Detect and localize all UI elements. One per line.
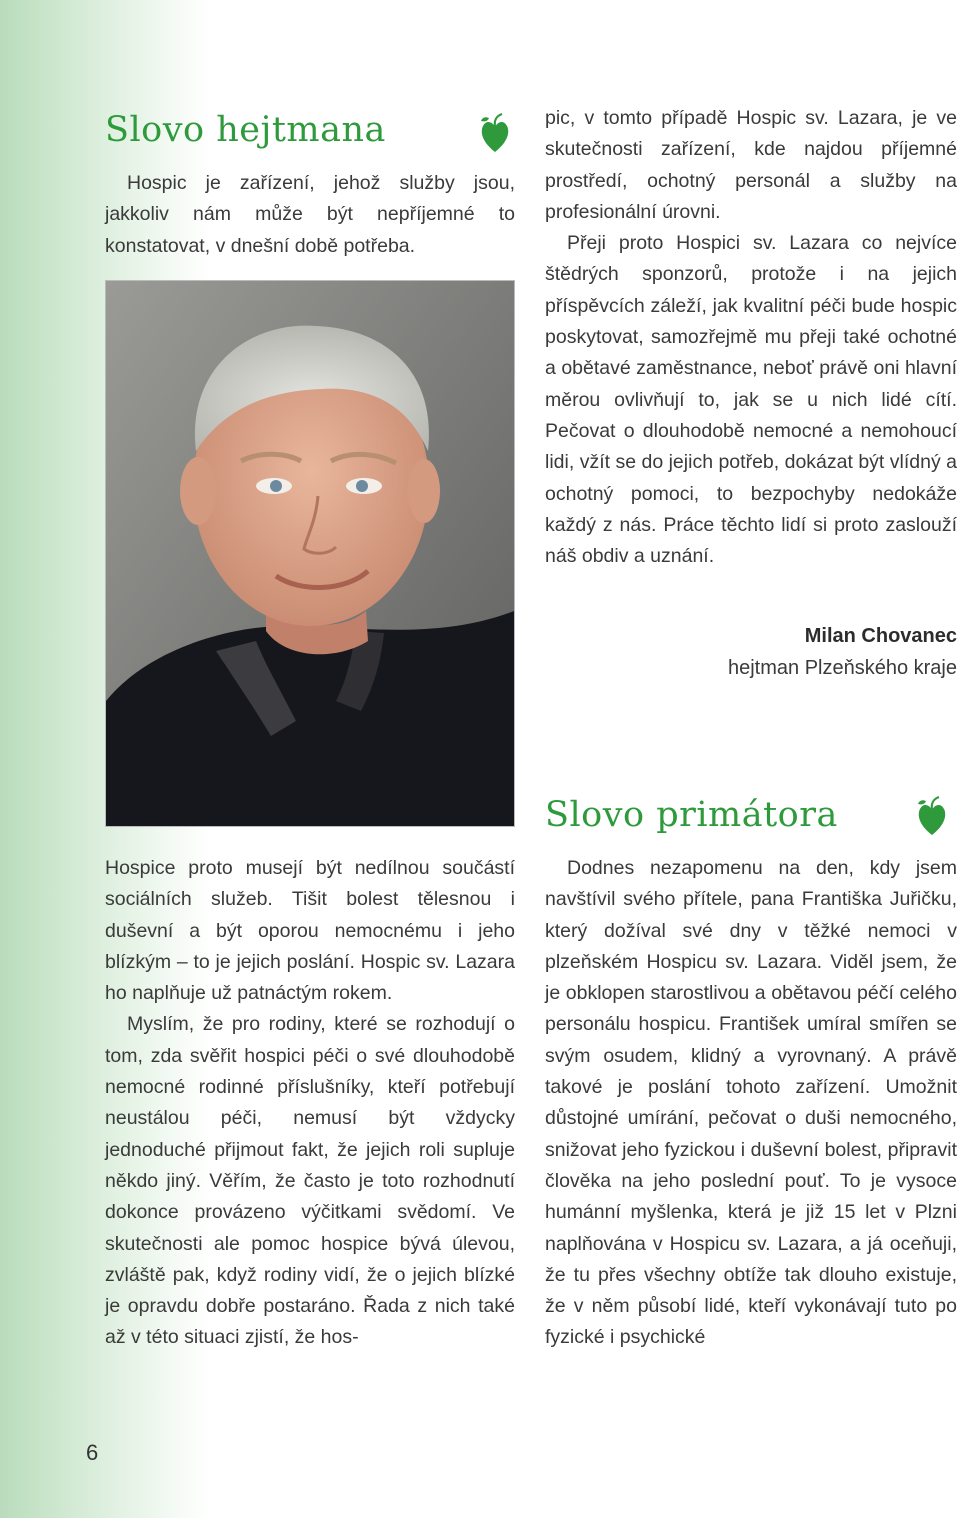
intro-paragraph-container — [105, 168, 515, 262]
right-paragraph-2: Přeji proto Hospici sv. Lazara co nejvíce štědrých sponzorů, protože i na jejich příspěvcích záleží, jak kvalitní péči bude hospic poskytovat, samozřejmě mu přeji také ochotné a obětavé zaměstnance, neboť právě oni hlavní měrou ovlivňují to, jak se u nich lidé cítí. Pečovat o dlouhodobě nemocné a nemohoucí lidi, vžít se do jejich potřeb, dokázat být vlídný a ochotný pomoci, to bezpochyby nedokáže každý z nás. Práce těchto lidí si proto zaslouží náš obdiv a uznání. — [545, 232, 957, 568]
signature-block — [545, 620, 957, 684]
signature-role: hejtman Plzeňského kraje — [727, 657, 957, 679]
section-title-hejtmana: Slovo hejtmana — [105, 110, 386, 150]
intro-paragraph: Hospic je zařízení, jehož služby jsou, jakkoliv nám může být nepříjemné to konstatovat, v dnešní době potřeba. — [105, 172, 515, 257]
primator-paragraph-1: Dodnes nezapomenu na den, kdy jsem navštívil svého přítele, pana Františka Juřičku, který dožíval své dny v těžké nemoci v plzeňském Hospicu sv. Lazara. Viděl jsem, že je obklopen starostlivou a obětavou péčí celého personálu hospicu. František umíral smířen se svým osudem, klidný a vyrovnaný. A právě takové je poslání tohoto zařízení. Umožnit důstojné umírání, pečovat o duši nemocného, snižovat jeho fyzickou i duševní bolest, připravit člověka na jeho poslední pouť. To je vysoce humánní myšlenka, která je již 15 let v Plzni naplňována v Hospicu sv. Lazara, a já oceňuji, že tu přes všechny obtíže tak dlouho existuje, že v něm působí lidé, kteří vykonávají tuto po fyzické i psychické — [545, 857, 957, 1349]
portrait-photo — [105, 280, 515, 827]
left-column-text — [105, 853, 515, 1354]
heart-leaf-icon — [478, 112, 512, 154]
right-column-text — [545, 103, 957, 572]
right-paragraph-1: pic, v tomto případě Hospic sv. Lazara, je ve skutečnosti zařízení, kde najdou příjemné prostředí, ochotný personál a služby na profesionální úrovni. — [545, 107, 957, 223]
primator-column-text — [545, 853, 957, 1354]
left-paragraph-1: Hospice proto musejí být nedílnou součástí sociálních služeb. Tišit bolest tělesnou i duševní a být oporou nemocnému i jeho blízkým – to je jejich poslání. Hospic sv. Lazara ho naplňuje už patnáctým rokem. — [105, 857, 515, 1005]
portrait-illustration — [106, 281, 514, 826]
signature-name: Milan Chovanec — [804, 625, 957, 647]
section-title-primatora: Slovo primátora — [545, 795, 838, 835]
heart-leaf-icon — [915, 795, 949, 837]
left-paragraph-2: Myslím, že pro rodiny, které se rozhodují o tom, zda svěřit hospici péči o své dlouhodobě nemocné rodinné příslušníky, kteří potřebují neustálou péči, nemusí být vždycky jednoduché přijmout fakt, že jejich roli supluje někdo jiný. Věřím, že často je toto rozhodnutí dokonce provázeno výčitkami svědomí. Ve skutečnosti ale pomoc hospice bývá úlevou, zvláště pak, když rodiny vidí, že o jejich blízké je opravdu dobře postaráno. Řada z nich také až v této situaci zjistí, že hos- — [105, 1013, 515, 1349]
page-number: 6 — [86, 1440, 99, 1465]
